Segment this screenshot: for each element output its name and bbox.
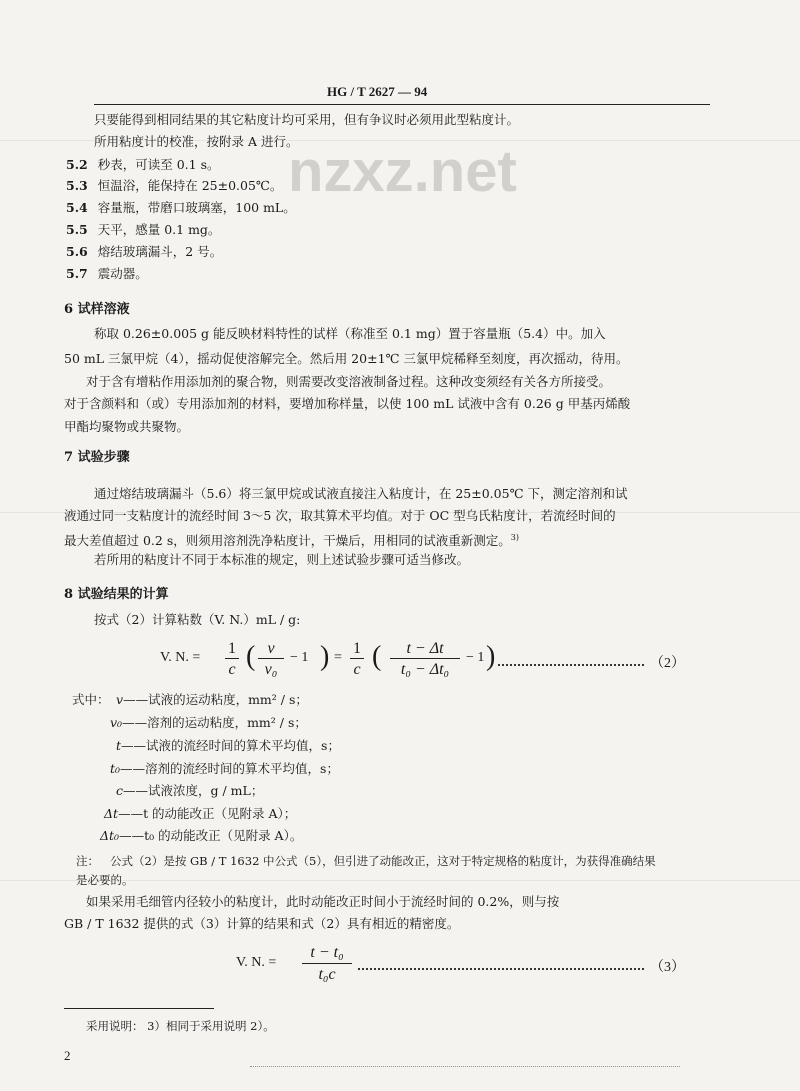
leader-dots: [358, 968, 644, 970]
definition-text: ——溶剂的流经时间的算术平均值，s；: [120, 761, 339, 776]
page-number: 2: [64, 1048, 71, 1063]
paragraph-line: 液通过同一支粘度计的流经时间 3～5 次，取其算术平均值。对于 OC 型乌氏粘度计，若流经时间的: [64, 508, 616, 523]
section-heading: 8 试验结果的计算: [64, 587, 169, 602]
paragraph-line: 对于含颜料和（或）专用添加剂的材料，要增加称样量，以使 100 mL 试液中含有 0.26 g 甲基丙烯酸: [64, 396, 631, 411]
definition-row: [116, 783, 263, 799]
equation-lhs: V. N. =: [160, 650, 201, 665]
fraction-numerator: 1: [228, 640, 236, 657]
definition-text: ——t₀ 的动能改正（见附录 A）。: [119, 828, 303, 843]
paren-right: ): [320, 641, 330, 672]
watermark: nzxz.net: [288, 139, 517, 204]
scan-edge: [250, 1066, 680, 1067]
fraction-denominator: v₀: [264, 661, 278, 678]
item-row: [66, 222, 220, 238]
item-text: 天平，感量 0.1 mg。: [97, 222, 221, 237]
intro-line: 所用粘度计的校准，按附录 A 进行。: [94, 134, 299, 149]
paren-left: (: [246, 641, 256, 672]
definition-symbol: v₀: [110, 715, 123, 730]
definition-text: ——试液的流经时间的算术平均值，s；: [121, 738, 340, 753]
note-line: 公式（2）是按 GB / T 1632 中公式（5），但引进了动能改正，这对于特定规格的粘度计，为获得准确结果: [110, 854, 656, 868]
item-row: [66, 157, 220, 173]
item-text: 秒表，可读至 0.1 s。: [97, 157, 220, 172]
item-row: [66, 200, 296, 216]
definition-symbol: v: [116, 692, 124, 707]
header-rule: [94, 104, 710, 105]
leader-dots: [498, 664, 644, 666]
standard-code: HG / T 2627 — 94: [327, 84, 428, 99]
equation-number: （3）: [650, 960, 685, 975]
footnote-rule: [64, 1008, 214, 1009]
minus-one: − 1: [290, 650, 309, 665]
paragraph-line: 称取 0.26±0.005 g 能反映材料特性的试样（称准至 0.1 mg）置于容量瓶（5.4）中。加入: [94, 326, 606, 341]
fraction-denominator: t₀c: [318, 966, 336, 983]
definition-text: ——试液的运动粘度，mm² / s；: [123, 692, 308, 707]
fraction-bar: [258, 658, 284, 659]
formula-intro: 按式（2）计算粘数（V. N.）mL / g:: [94, 612, 301, 627]
paragraph-line: GB / T 1632 提供的式（3）计算的结果和式（2）具有相近的精密度。: [64, 916, 460, 931]
definition-text: ——t 的动能改正（见附录 A）；: [118, 806, 297, 821]
fraction-numerator: t − Δt: [406, 640, 444, 657]
note-line: 是必要的。: [76, 873, 134, 887]
fraction-numerator: t − t₀: [310, 944, 344, 961]
fraction-denominator: c: [353, 661, 361, 678]
definition-row: [116, 692, 308, 708]
footnote-ref: 3): [510, 533, 519, 542]
item-number: 5.6: [66, 244, 88, 259]
fraction-denominator: c: [228, 661, 236, 678]
fraction-numerator: v: [267, 640, 275, 657]
definition-symbol: Δt₀: [100, 828, 120, 843]
definition-text: ——溶剂的运动粘度，mm² / s；: [122, 715, 307, 730]
item-row: [66, 244, 222, 260]
fraction-bar: [302, 963, 352, 964]
footnote: 采用说明： 3）相同于采用说明 2）。: [86, 1019, 275, 1033]
definition-row: [110, 715, 307, 731]
definition-symbol: Δt: [104, 806, 119, 821]
item-number: 5.7: [66, 266, 88, 281]
definition-symbol: t: [116, 738, 122, 753]
fraction-numerator: 1: [353, 640, 361, 657]
definition-symbol: c: [116, 783, 124, 798]
definition-row: [100, 828, 302, 844]
paragraph-line: 50 mL 三氯甲烷（4），摇动促使溶解完全。然后用 20±1℃ 三氯甲烷稀释至刻度，再次摇动，待用。: [64, 351, 629, 366]
item-row: [66, 266, 148, 282]
fraction-denominator: t₀ − Δt₀: [400, 661, 450, 678]
where-label: 式中：: [72, 692, 110, 707]
minus-one: − 1: [466, 650, 485, 665]
paragraph-line: [64, 530, 519, 549]
definition-row: [110, 761, 339, 777]
paren-right: ): [486, 641, 496, 672]
definition-row: [116, 738, 340, 754]
item-text: 恒温浴，能保持在 25±0.05℃。: [97, 178, 283, 193]
section-heading: 6 试样溶液: [64, 302, 130, 317]
paragraph-line: 甲酯均聚物或共聚物。: [64, 419, 190, 434]
item-row: [66, 178, 282, 194]
intro-line: 只要能得到相同结果的其它粘度计均可采用，但有争议时必须用此型粘度计。: [94, 112, 520, 127]
item-text: 容量瓶，带磨口玻璃塞，100 mL。: [97, 200, 296, 215]
paragraph-line: 对于含有增粘作用添加剂的聚合物，则需要改变溶液制备过程。这种改变须经有关各方所接受。: [86, 374, 612, 389]
item-text: 震动器。: [97, 266, 148, 281]
item-text: 熔结玻璃漏斗，2 号。: [97, 244, 223, 259]
item-number: 5.3: [66, 178, 88, 193]
fraction-bar: [390, 658, 460, 659]
definition-row: [104, 806, 296, 822]
definition-symbol: t₀: [110, 761, 121, 776]
paragraph-line: 若所用的粘度计不同于本标准的规定，则上述试验步骤可适当修改。: [94, 552, 470, 567]
item-number: 5.5: [66, 222, 88, 237]
equals-sign: =: [334, 650, 342, 665]
equation-lhs: V. N. =: [236, 955, 277, 970]
definition-text: ——试液浓度，g / mL；: [123, 783, 264, 798]
paragraph-line: 通过熔结玻璃漏斗（5.6）将三氯甲烷或试液直接注入粘度计，在 25±0.05℃ 下，测定溶剂和试: [94, 486, 628, 501]
item-number: 5.4: [66, 200, 88, 215]
fraction-bar: [225, 658, 239, 659]
equation-number: （2）: [650, 656, 685, 671]
section-heading: 7 试验步骤: [64, 450, 130, 465]
fraction-bar: [350, 658, 364, 659]
paragraph-text: 最大差值超过 0.2 s，则须用溶剂洗净粘度计，干燥后，用相同的试液重新测定。: [64, 533, 511, 549]
item-number: 5.2: [66, 157, 88, 172]
paren-left: (: [372, 641, 382, 672]
note-label: 注：: [76, 854, 99, 868]
paragraph-line: 如果采用毛细管内径较小的粘度计，此时动能改正时间小于流经时间的 0.2%，则与按: [86, 894, 560, 909]
